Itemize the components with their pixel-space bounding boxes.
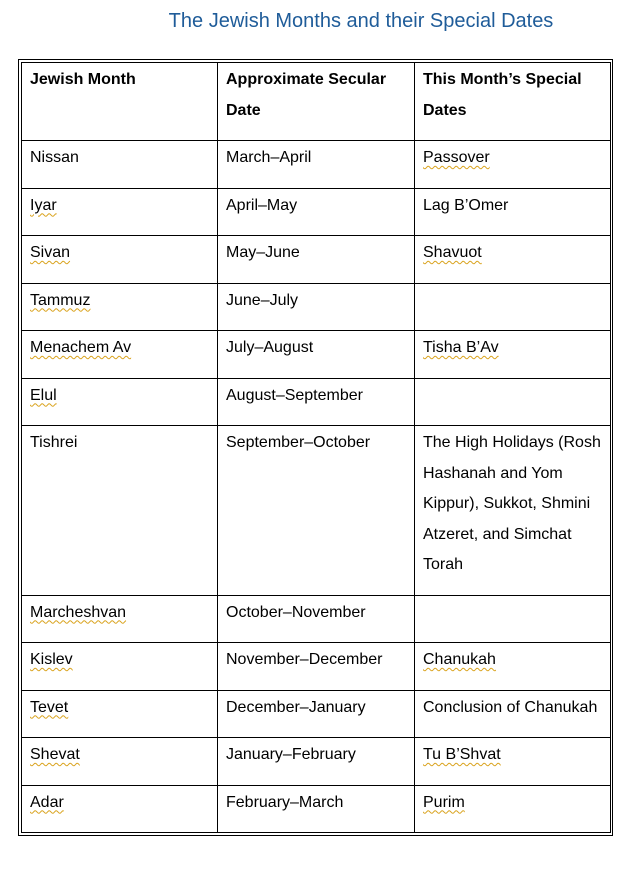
month-cell xyxy=(22,738,218,786)
special-dates-cell xyxy=(415,595,611,643)
secular-date-cell: November–December xyxy=(218,643,415,691)
month-name: Sivan xyxy=(30,244,71,261)
month-name: Adar xyxy=(30,793,64,811)
month-cell xyxy=(22,690,218,738)
special-dates-text: The High Holidays (Rosh Hashanah and Yom Kippur), Sukkot, Shmini Atzeret, and Simchat Torah xyxy=(423,434,601,573)
month-cell xyxy=(22,785,218,833)
table-row xyxy=(22,236,611,284)
secular-date-cell: August–September xyxy=(218,378,415,426)
special-dates-cell xyxy=(415,690,611,738)
month-name: Marcheshvan xyxy=(30,603,127,621)
secular-date-cell: June–July xyxy=(218,283,415,331)
special-dates-text: Chanukah xyxy=(423,651,496,668)
month-name: Tishrei xyxy=(30,434,78,451)
month-cell xyxy=(22,141,218,189)
secular-date-cell: October–November xyxy=(218,595,415,643)
table-row xyxy=(22,378,611,426)
table-row xyxy=(22,283,611,331)
month-cell xyxy=(22,378,218,426)
month-cell xyxy=(22,188,218,236)
secular-date-cell: April–May xyxy=(218,188,415,236)
secular-date-cell: May–June xyxy=(218,236,415,284)
secular-date-cell: February–March xyxy=(218,785,415,833)
month-name: Menachem Av xyxy=(30,339,132,356)
special-dates-cell xyxy=(415,378,611,426)
table-row xyxy=(22,738,611,786)
special-dates-cell xyxy=(415,283,611,331)
month-cell xyxy=(22,283,218,331)
special-dates-text: Passover xyxy=(423,149,490,166)
month-name: Nissan xyxy=(30,149,79,166)
special-dates-cell xyxy=(415,643,611,691)
month-name: Tammuz xyxy=(30,291,91,309)
table-row xyxy=(22,188,611,236)
special-dates-text: Purim xyxy=(423,793,465,811)
month-cell xyxy=(22,236,218,284)
table-row xyxy=(22,426,611,596)
month-name: Tevet xyxy=(30,698,69,716)
secular-date-cell: December–January xyxy=(218,690,415,738)
month-name: Kislev xyxy=(30,651,73,668)
special-dates-cell xyxy=(415,785,611,833)
table-row xyxy=(22,785,611,833)
special-dates-text: Conclusion of Chanukah xyxy=(423,698,598,716)
month-cell xyxy=(22,643,218,691)
special-dates-text: Shavuot xyxy=(423,244,482,261)
months-table xyxy=(21,62,611,833)
special-dates-cell xyxy=(415,738,611,786)
table-row xyxy=(22,643,611,691)
month-name: Elul xyxy=(30,386,57,404)
secular-date-cell: January–February xyxy=(218,738,415,786)
table-row xyxy=(22,690,611,738)
header-secular-date: Approximate Secular Date xyxy=(218,63,415,141)
months-table-frame xyxy=(18,59,613,836)
header-special-dates: This Month’s Special Dates xyxy=(415,63,611,141)
table-row xyxy=(22,141,611,189)
page-title: The Jewish Months and their Special Dates xyxy=(168,10,554,32)
special-dates-text: Tisha B’Av xyxy=(423,339,499,356)
table-row xyxy=(22,331,611,379)
header-jewish-month: Jewish Month xyxy=(22,63,218,141)
month-name: Iyar xyxy=(30,196,57,214)
month-cell xyxy=(22,426,218,596)
secular-date-cell: September–October xyxy=(218,426,415,596)
secular-date-cell: March–April xyxy=(218,141,415,189)
table-row xyxy=(22,595,611,643)
special-dates-cell xyxy=(415,188,611,236)
special-dates-cell xyxy=(415,141,611,189)
special-dates-text: Tu B’Shvat xyxy=(423,746,501,763)
special-dates-cell xyxy=(415,426,611,596)
secular-date-cell: July–August xyxy=(218,331,415,379)
month-cell xyxy=(22,331,218,379)
special-dates-text: Lag B’Omer xyxy=(423,196,509,214)
month-name: Shevat xyxy=(30,746,80,763)
special-dates-cell xyxy=(415,331,611,379)
table-header-row xyxy=(22,63,611,141)
special-dates-cell xyxy=(415,236,611,284)
month-cell xyxy=(22,595,218,643)
